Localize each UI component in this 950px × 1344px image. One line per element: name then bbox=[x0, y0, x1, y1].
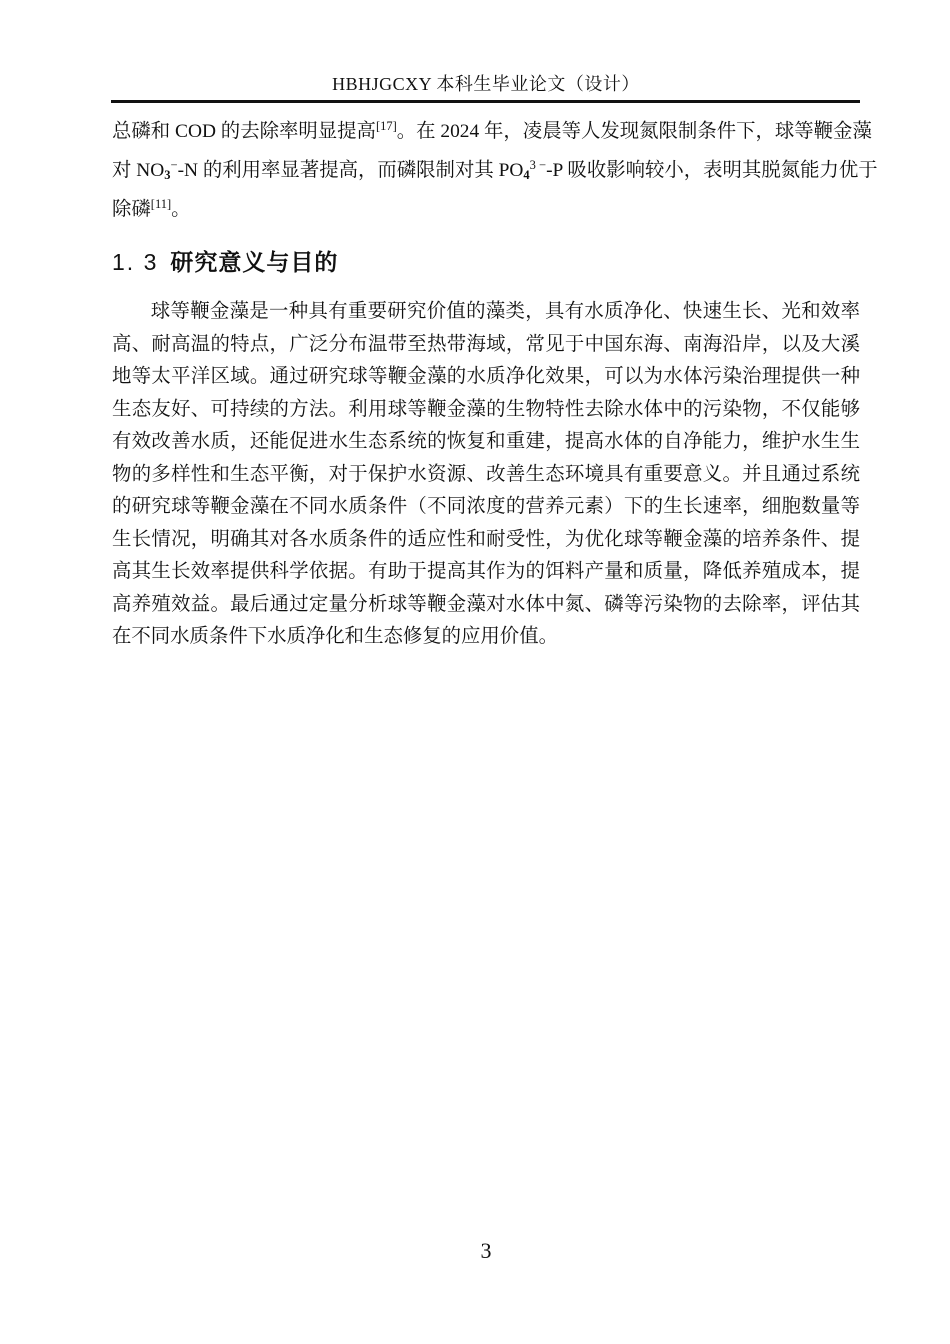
text-run: 。 bbox=[171, 199, 191, 220]
text-line: 高其生长效率提供科学依据。有助于提高其作为的饵料产量和质量，降低养殖成本，提 bbox=[112, 561, 860, 582]
subscript-text: 3 bbox=[164, 168, 171, 182]
text-line bbox=[112, 113, 872, 152]
text-line: 物的多样性和生态平衡，对于保护水资源、改善生态环境具有重要意义。并且通过系统 bbox=[112, 463, 860, 485]
text-line: 有效改善水质，还能促进水生态系统的恢复和重建，提高水体的自净能力，维护水生生 bbox=[112, 431, 860, 452]
text-run: 对 NO bbox=[112, 160, 165, 181]
text-run: -N 的利用率显著提高，而磷限制对其 PO bbox=[177, 160, 524, 181]
text-run: 。在 2024 年，凌晨等人发现氮限制条件下，球等鞭金藻 bbox=[396, 121, 872, 142]
superscript-text: [11] bbox=[150, 197, 172, 211]
text-run: 除磷 bbox=[112, 199, 151, 220]
paragraph-research-significance bbox=[112, 296, 860, 654]
subscript-text: 4 bbox=[523, 168, 530, 182]
superscript-text: − bbox=[170, 158, 178, 172]
text-line bbox=[112, 152, 878, 191]
text-line: 生态友好、可持续的方法。利用球等鞭金藻的生物特性去除水体中的污染物，不仅能够 bbox=[112, 398, 860, 420]
page-number: 3 bbox=[480, 1238, 492, 1263]
text-line: 高、耐高温的特点，广泛分布温带至热带海域，常见于中国东海、南海沿岸，以及大溪 bbox=[112, 333, 860, 355]
text-line bbox=[112, 191, 860, 230]
text-line: 地等太平洋区域。通过研究球等鞭金藻的水质净化效果，可以为水体污染治理提供一种 bbox=[112, 366, 860, 387]
section-title: 研究意义与目的 bbox=[170, 249, 339, 275]
text-line: 高养殖效益。最后通过定量分析球等鞭金藻对水体中氮、磷等污染物的去除率，评估其 bbox=[112, 593, 860, 615]
text-run: 总磷和 COD 的去除率明显提高 bbox=[112, 121, 376, 142]
paragraph-nutrient-removal bbox=[112, 113, 878, 230]
text-line: 在不同水质条件下水质净化和生态修复的应用价值。 bbox=[112, 626, 558, 647]
section-number: 1. 3 bbox=[112, 249, 159, 275]
superscript-text: [17] bbox=[375, 119, 397, 133]
text-run: -P 吸收影响较小，表明其脱氮能力优于 bbox=[546, 160, 878, 181]
running-header-title: HBHJGCXY 本科生毕业论文（设计） bbox=[332, 74, 640, 94]
text-line: 球等鞭金藻是一种具有重要研究价值的藻类，具有水质净化、快速生长、光和效率 bbox=[150, 301, 860, 322]
header-rule bbox=[111, 100, 860, 103]
section-heading-1-3 bbox=[112, 246, 860, 278]
superscript-text: 3 − bbox=[529, 158, 547, 172]
text-line: 的研究球等鞭金藻在不同水质条件（不同浓度的营养元素）下的生长速率，细胞数量等 bbox=[112, 496, 860, 517]
text-line: 生长情况，明确其对各水质条件的适应性和耐受性，为优化球等鞭金藻的培养条件、提 bbox=[112, 528, 860, 550]
